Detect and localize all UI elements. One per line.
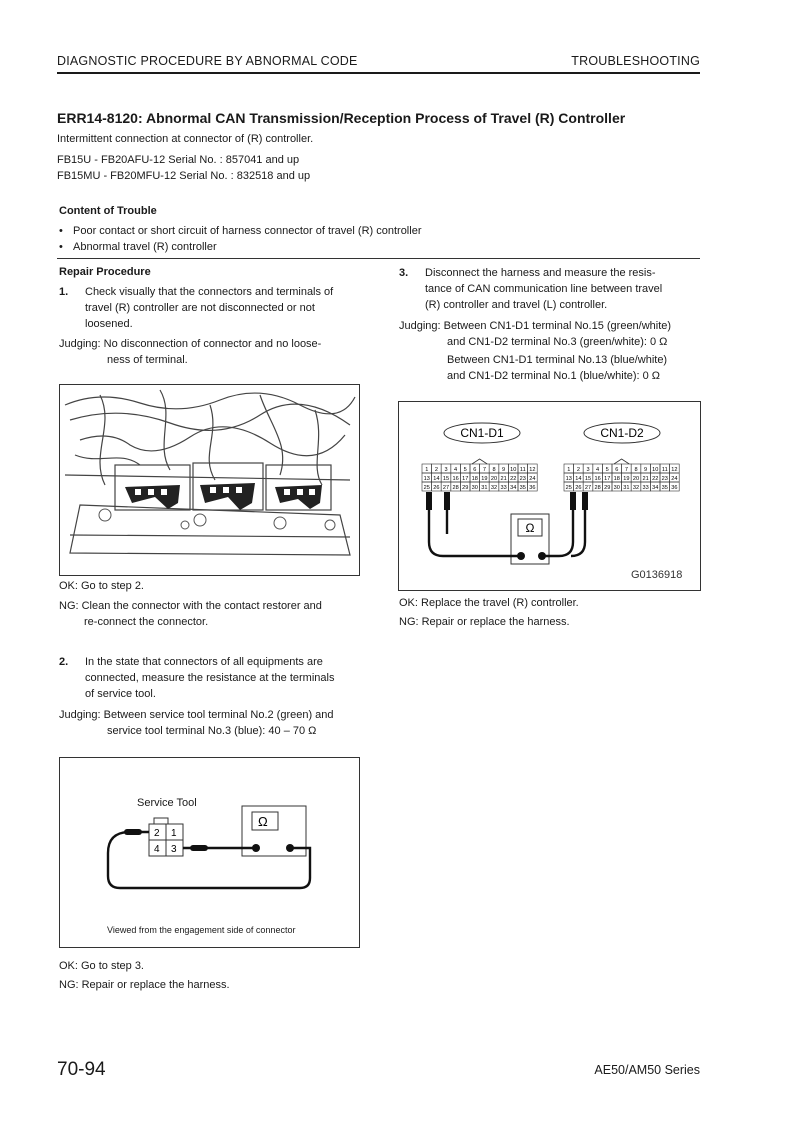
cn1-d2-pin-number: 25	[565, 485, 572, 491]
section-divider	[57, 258, 700, 259]
cn1-d2-pin-number: 17	[604, 476, 611, 482]
cn1-d2-pin-number: 32	[632, 485, 640, 491]
diagram-caption: Viewed from the engagement side of connector	[107, 925, 296, 935]
cn1-d2-pin-number: 24	[671, 476, 678, 482]
header-section-title: DIAGNOSTIC PROCEDURE BY ABNORMAL CODE	[57, 54, 358, 68]
probe-tip-right	[190, 845, 208, 851]
cn1-d1-pin-number: 20	[490, 476, 498, 482]
cn1-d1-pin-number: 2	[434, 467, 438, 473]
cn1-d2-pin-number: 10	[652, 467, 659, 473]
cn1-d1-pin-number: 16	[452, 476, 459, 482]
cn1-d2-pin-number: 21	[642, 476, 649, 482]
cn1-d2-pin-number: 6	[615, 467, 619, 473]
cn1-d1-pin-number: 13	[423, 476, 430, 482]
cn1-d1-pin-number: 15	[442, 476, 450, 482]
probe-tip-4	[582, 492, 588, 510]
repair-procedure-heading: Repair Procedure	[59, 266, 151, 278]
cn1-d1-pin-number: 4	[454, 467, 458, 473]
page-number: 70-94	[57, 1059, 106, 1080]
pin-4: 4	[154, 844, 160, 855]
cn1-d2-pin-number: 20	[632, 476, 640, 482]
cn1-d2-pin-number: 1	[567, 467, 571, 473]
cn1-d1-pin-number: 5	[463, 467, 467, 473]
service-tool-diagram	[59, 757, 360, 948]
page-title: ERR14-8120: Abnormal CAN Transmission/Reception Process of Travel (R) Controller	[57, 110, 626, 126]
step-3-judging-4: and CN1-D2 terminal No.1 (blue/white): 0 Ω	[447, 370, 661, 382]
cn1-d1-pin-number: 27	[442, 485, 450, 491]
cn1-d1-pin-number: 23	[519, 476, 526, 482]
intro-line-1: Intermittent connection at connector of (R) controller.	[57, 133, 314, 145]
series-label: AE50/AM50 Series	[594, 1063, 700, 1077]
cn1-d1-pin-number: 30	[471, 485, 478, 491]
pin-3: 3	[171, 844, 177, 855]
cn1-d1-pin-number: 25	[423, 485, 430, 491]
connector-illustration	[60, 385, 359, 575]
cn1-d1-pin-number: 26	[433, 485, 440, 491]
ohm-symbol: Ω	[525, 521, 535, 535]
pin-2: 2	[154, 828, 160, 839]
cn1-d2-latch	[614, 459, 629, 464]
probe-tip-3	[570, 492, 576, 510]
cn1-d2-pin-grid	[564, 459, 679, 491]
step-3-ng: NG: Repair or replace the harness.	[399, 616, 570, 628]
content-of-trouble-heading: Content of Trouble	[59, 205, 157, 217]
cn1-d2-pin-number: 34	[652, 485, 659, 491]
cn1-d1-pin-number: 7	[482, 467, 486, 473]
cn1-d1-pin-number: 12	[529, 467, 536, 473]
trouble-bullet-1: •	[59, 225, 63, 237]
cn1-d2-pin-number: 31	[623, 485, 630, 491]
step-2-ng: NG: Repair or replace the harness.	[59, 979, 230, 991]
header-rule	[57, 72, 700, 74]
cn1-d1-pin-number: 18	[471, 476, 478, 482]
cn1-d1-pin-number: 21	[500, 476, 507, 482]
cn1-d2-pin-number: 30	[613, 485, 620, 491]
step-3-judging: Judging: Between CN1-D1 terminal No.15 (green/white)	[399, 320, 672, 332]
cn1-d2-pin-number: 36	[671, 485, 678, 491]
step-2-ok: OK: Go to step 3.	[59, 960, 144, 972]
cn1-d2-pin-number: 3	[586, 467, 590, 473]
trouble-item-1: Poor contact or short circuit of harness connector of travel (R) controller	[73, 225, 422, 237]
probe-tip-left	[124, 829, 142, 835]
cn1-d1-pin-number: 35	[519, 485, 526, 491]
cn1-d2-pin-number: 13	[565, 476, 572, 482]
cn1-d1-pin-number: 19	[481, 476, 488, 482]
trouble-item-2: Abnormal travel (R) controller	[73, 241, 217, 253]
connector-latch	[154, 818, 168, 824]
cn1-d1-latch	[472, 459, 487, 464]
cn1-d1-pin-number: 1	[425, 467, 429, 473]
cn1-connector-diagram	[398, 401, 701, 591]
step-1-ng: NG: Clean the connector with the contact restorer and	[59, 600, 322, 612]
cn1-d2-pin-number: 4	[596, 467, 600, 473]
cn1-d1-pin-number: 11	[519, 467, 526, 473]
controller-connector-photo	[59, 384, 360, 576]
cn1-d2-pin-number: 11	[661, 467, 668, 473]
cn1-d1-pin-number: 24	[529, 476, 536, 482]
service-tool-wiring	[60, 758, 359, 947]
cn1-d2-pin-number: 26	[575, 485, 582, 491]
cn1-d1-pin-number: 9	[502, 467, 506, 473]
cn1-d1-pin-number: 33	[500, 485, 507, 491]
cn1-d1-pin-number: 36	[529, 485, 536, 491]
step-2-judging: Judging: Between service tool terminal No.2 (green) and	[59, 709, 334, 721]
service-tool-label: Service Tool	[137, 797, 197, 809]
cn1-d2-pin-number: 9	[644, 467, 648, 473]
cn1-d2-pin-number: 35	[661, 485, 668, 491]
conn2-label: CN1-D2	[600, 426, 644, 440]
cn1-d2-pin-number: 8	[634, 467, 638, 473]
cn1-d2-pin-number: 7	[624, 467, 628, 473]
cn1-d1-pin-number: 10	[510, 467, 517, 473]
cn1-d1-pin-number: 34	[510, 485, 517, 491]
cn1-d2-pin-number: 27	[584, 485, 592, 491]
step-2-text: In the state that connectors of all equipments are connected, measure the resistance at the terminals of service tool.	[85, 656, 335, 700]
figure-code: G0136918	[631, 569, 683, 581]
cn1-d1-pin-number: 22	[510, 476, 517, 482]
step-2-number: 2.	[59, 656, 69, 668]
intro-serial-2: FB15MU - FB20MFU-12 Serial No. : 832518 and up	[57, 170, 311, 182]
ohm-symbol: Ω	[258, 814, 268, 829]
cn1-d1-pin-number: 31	[481, 485, 488, 491]
step-1-ng-cont: re-connect the connector.	[84, 616, 209, 628]
cn1-d2-pin-number: 33	[642, 485, 649, 491]
cn1-d2-pin-number: 29	[604, 485, 611, 491]
step-1-ok: OK: Go to step 2.	[59, 580, 144, 592]
cn1-d2-pin-number: 14	[575, 476, 582, 482]
cn1-d2-pin-number: 19	[623, 476, 630, 482]
step-1-judging-cont: ness of terminal.	[107, 354, 188, 366]
probe-wire-left	[108, 832, 310, 888]
cn1-d2-pin-number: 18	[613, 476, 620, 482]
step-3-number: 3.	[399, 267, 409, 279]
step-3-judging-3: Between CN1-D1 terminal No.13 (blue/white)	[447, 354, 668, 366]
cn1-d1-pin-number: 6	[473, 467, 477, 473]
step-1-number: 1.	[59, 286, 69, 298]
trouble-bullet-2: •	[59, 241, 63, 253]
cn1-d1-pin-number: 28	[452, 485, 459, 491]
cn1-d1-pin-number: 3	[444, 467, 448, 473]
cn1-d1-pin-grid	[422, 459, 537, 491]
probe-wire-1	[429, 498, 521, 556]
cn1-d1-pin-number: 17	[462, 476, 469, 482]
pin-1: 1	[171, 828, 177, 839]
cn1-d2-pin-number: 28	[594, 485, 601, 491]
step-2-judging-cont: service tool terminal No.3 (blue): 40 – 70 Ω	[107, 725, 317, 737]
intro-serial-1: FB15U - FB20AFU-12 Serial No. : 857041 and up	[57, 154, 300, 166]
step-3-text: Disconnect the harness and measure the resis- tance of CAN communication line between travel (R) controller and travel (L) controller.	[425, 267, 663, 311]
cn1-d1-pin-number: 14	[433, 476, 440, 482]
probe-tip-2	[444, 492, 450, 510]
step-1-judging: Judging: No disconnection of connector and no loose-	[59, 338, 322, 350]
step-1-text: Check visually that the connectors and terminals of travel (R) controller are not disconnected or not loosened.	[85, 286, 334, 330]
header-chapter-title: TROUBLESHOOTING	[571, 54, 700, 68]
cn1-d2-pin-number: 15	[584, 476, 592, 482]
step-3-ok: OK: Replace the travel (R) controller.	[399, 597, 579, 609]
probe-wire-3	[542, 498, 573, 556]
conn1-label: CN1-D1	[460, 426, 504, 440]
cn1-d2-pin-number: 2	[576, 467, 580, 473]
cn1-d1-pin-number: 29	[462, 485, 469, 491]
cn1-d2-pin-number: 23	[661, 476, 668, 482]
cn1-d2-pin-number: 5	[605, 467, 609, 473]
cn1-d2-pin-number: 22	[652, 476, 659, 482]
cn1-wiring	[399, 402, 700, 590]
cn1-d2-pin-number: 16	[594, 476, 601, 482]
probe-tip-1	[426, 492, 432, 510]
cn1-d1-pin-number: 8	[492, 467, 496, 473]
cn1-d2-pin-number: 12	[671, 467, 678, 473]
cn1-d1-pin-number: 32	[490, 485, 498, 491]
step-3-judging-2: and CN1-D2 terminal No.3 (green/white): 0 Ω	[447, 336, 668, 348]
